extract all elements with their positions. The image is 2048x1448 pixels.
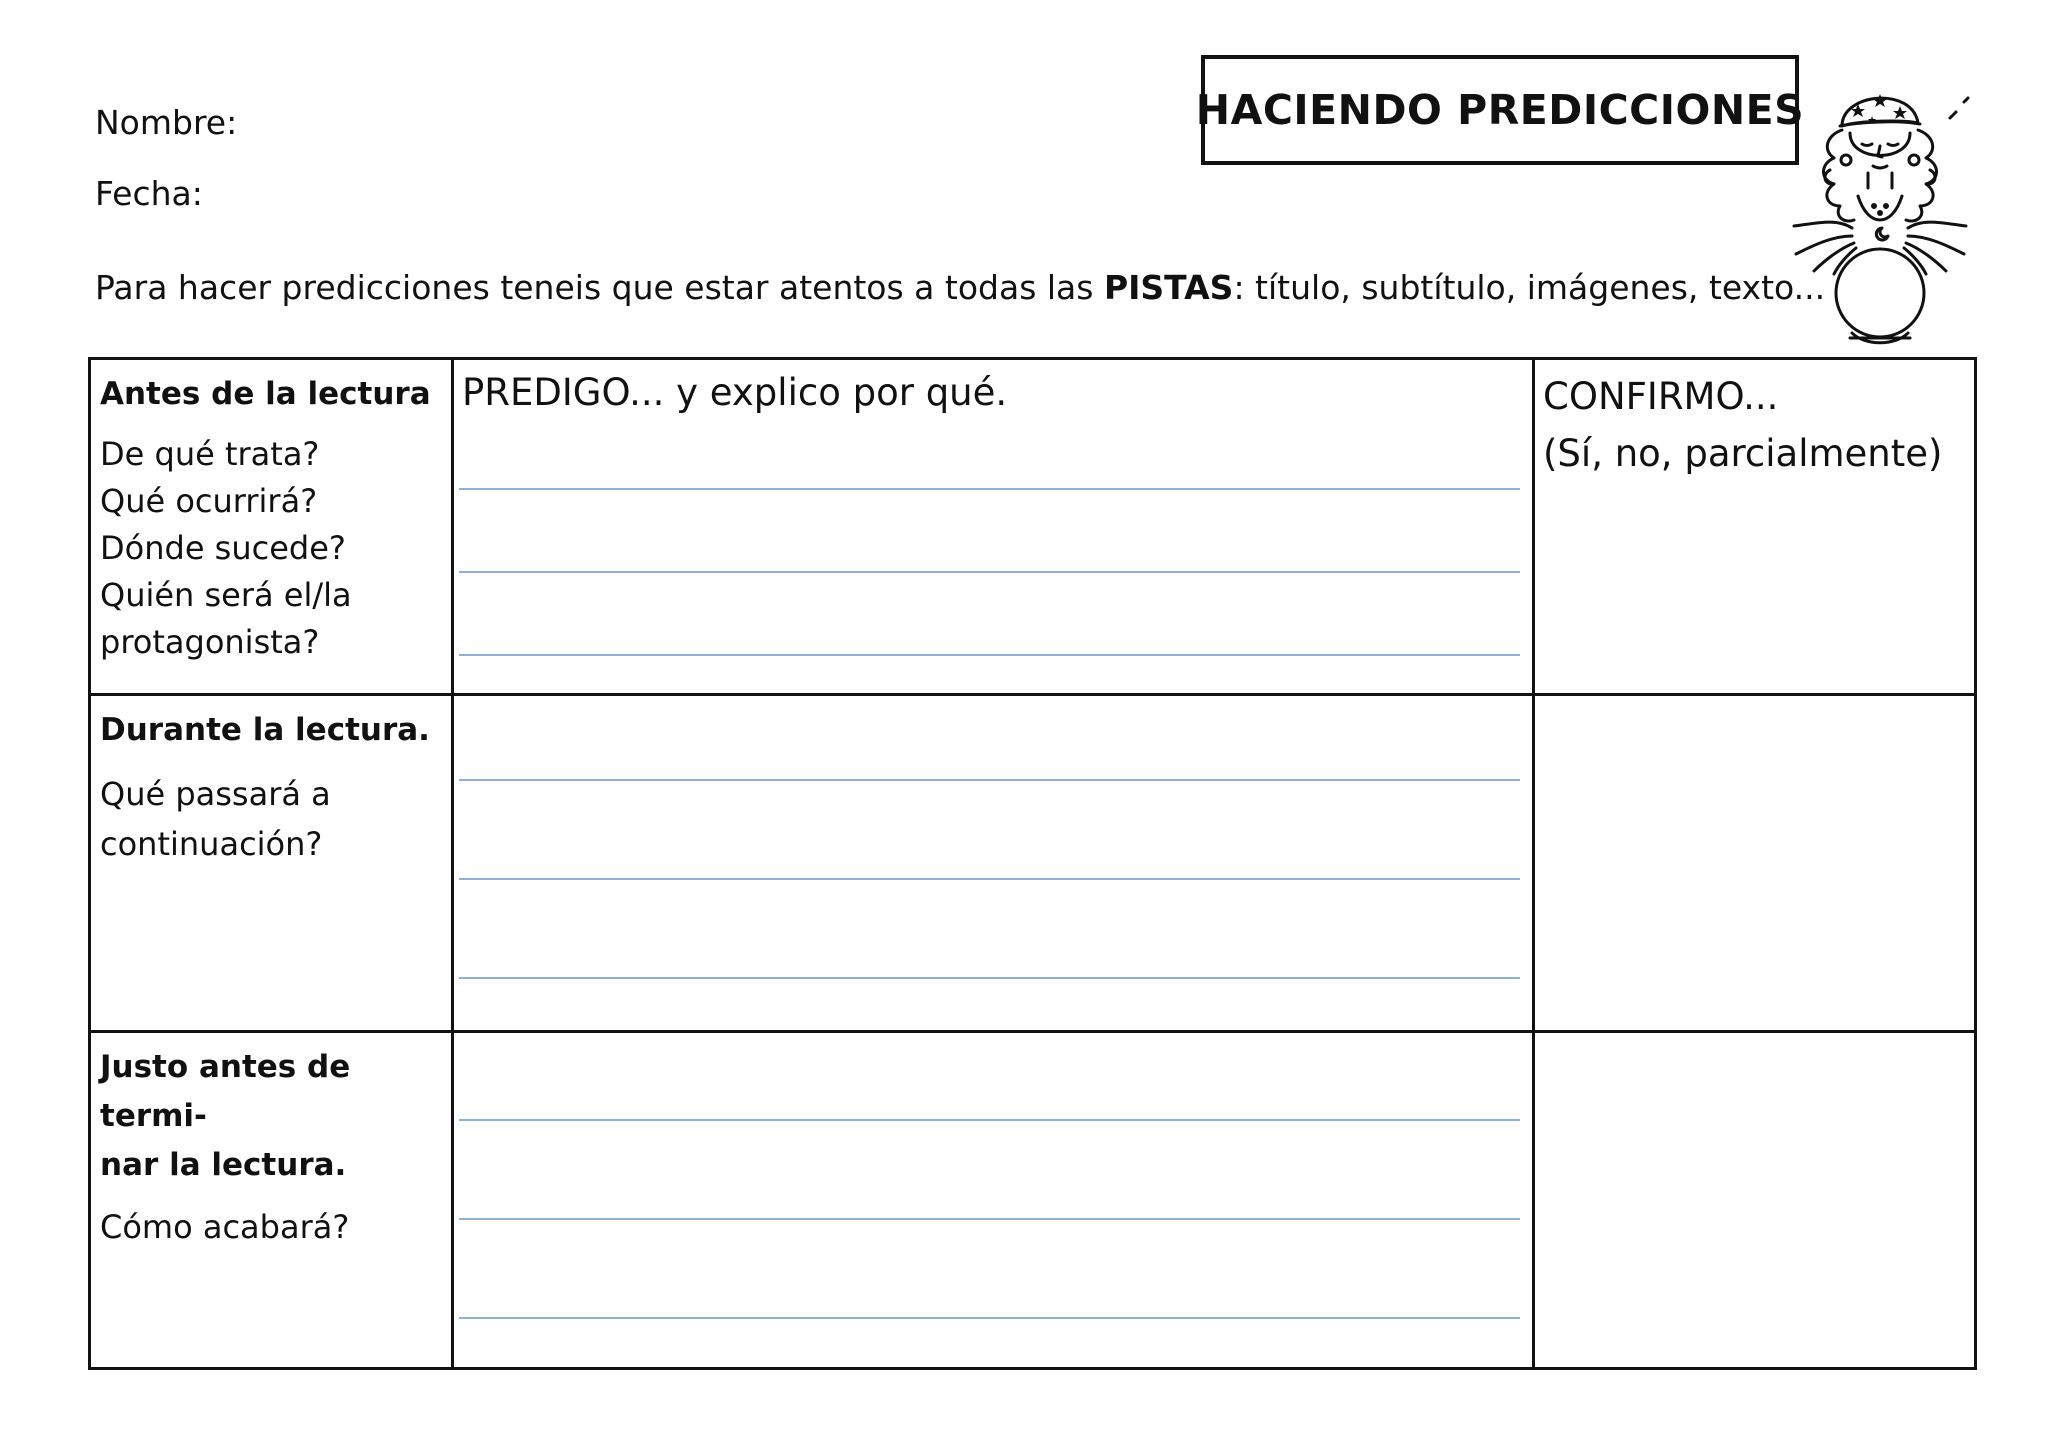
stage-title: Antes de la lectura: [100, 376, 431, 412]
writing-line: [459, 654, 1520, 656]
writing-line: [459, 779, 1520, 781]
table-row-during-reading: [90, 695, 1976, 1032]
predict-heading: PREDIGO... y explico por qué.: [462, 371, 1008, 414]
writing-line: [459, 1317, 1520, 1319]
table-row-before-ending: [90, 1032, 1976, 1369]
writing-line: [459, 878, 1520, 880]
writing-line: [459, 977, 1520, 979]
stage-questions: Cómo acabará?: [100, 1208, 350, 1246]
stage-questions: De qué trata? Qué ocurrirá? Dónde sucede? Quién será el/la protagonista?: [100, 435, 352, 661]
confirm-write-area[interactable]: [1534, 359, 1976, 695]
fortune-teller-crystal-ball-icon: [1780, 78, 1980, 358]
writing-line: [459, 1119, 1520, 1121]
stage-title: Durante la lectura.: [100, 712, 430, 748]
worksheet-title: HACIENDO PREDICCIONES: [1201, 55, 1799, 165]
confirm-subheading: (Sí, no, parcialmente): [1543, 432, 1943, 475]
instructions-text-after: : título, subtítulo, imágenes, texto...: [1233, 268, 1826, 307]
instructions-keyword: PISTAS: [1103, 268, 1234, 307]
date-label: Fecha:: [95, 174, 203, 213]
stage-cell-before: [90, 359, 453, 695]
instructions-text: [95, 268, 1825, 308]
name-label: Nombre:: [95, 103, 238, 142]
instructions-text-before: Para hacer predicciones teneis que estar atentos a todas las: [95, 268, 1104, 307]
prediction-write-area[interactable]: [453, 695, 1534, 1032]
writing-line: [459, 488, 1520, 490]
prediction-write-area[interactable]: [453, 1032, 1534, 1369]
confirm-heading: CONFIRMO...: [1543, 375, 1779, 418]
stage-title: Justo antes de termi- nar la lectura.: [100, 1049, 351, 1183]
stage-cell-before-end: [90, 1032, 453, 1369]
predictions-table: [88, 357, 1977, 1370]
writing-line: [459, 571, 1520, 573]
confirm-write-area[interactable]: [1534, 1032, 1976, 1369]
stage-cell-during: [90, 695, 453, 1032]
confirm-write-area[interactable]: [1534, 695, 1976, 1032]
table-row-before-reading: [90, 359, 1976, 695]
prediction-write-area[interactable]: [453, 359, 1534, 695]
writing-line: [459, 1218, 1520, 1220]
stage-questions: Qué passará a continuación?: [100, 775, 331, 863]
